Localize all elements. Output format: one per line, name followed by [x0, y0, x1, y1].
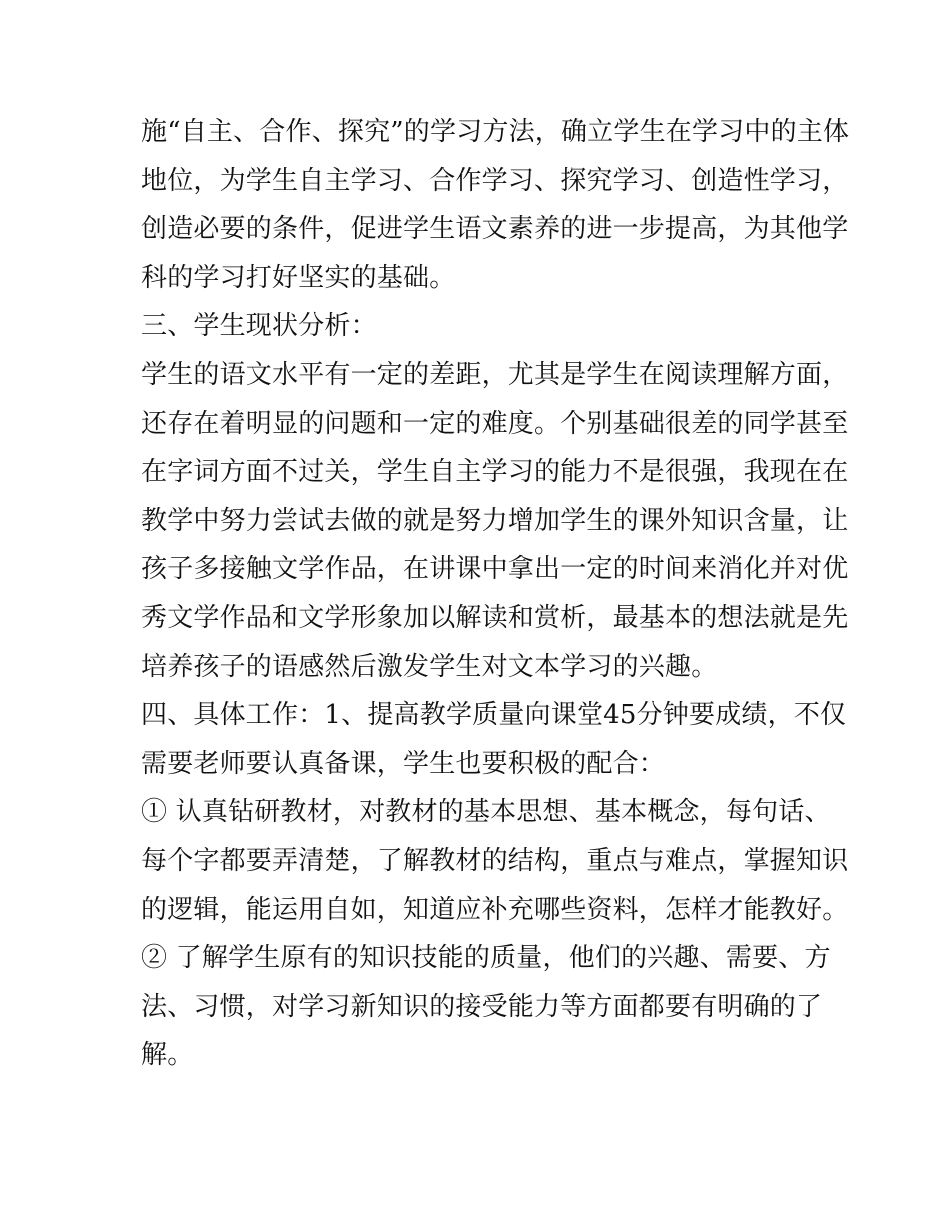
section-heading-3: 三、学生现状分析：: [141, 311, 377, 342]
list-item-1-line-2: 每个字都要弄清楚，了解教材的结构，重点与难点，掌握知识: [141, 845, 849, 876]
text-line-1: 施“自主、合作、探究”的学习方法，确立学生在学习中的主体: [141, 117, 850, 147]
list-item-2-line-2: 法、习惯，对学习新知识的接受能力等方面都要有明确的了: [141, 991, 823, 1022]
text-line-14: 需要老师要认真备课，学生也要积极的配合：: [141, 748, 666, 779]
text-line-10: 孩子多接触文学作品，在讲课中拿出一定的时间来消化并对优: [141, 554, 849, 585]
section-heading-4: 四、具体工作：1、提高教学质量向课堂45分钟要成绩，不仅: [141, 700, 847, 731]
list-item-2-line-1: ② 了解学生原有的知识技能的质量，他们的兴趣、需要、方: [141, 943, 831, 974]
text-line-6: 学生的语文水平有一定的差距，尤其是学生在阅读理解方面，: [141, 359, 849, 390]
text-line-8: 在字词方面不过关，学生自主学习的能力不是很强，我现在在: [141, 457, 849, 488]
document-body: [141, 108, 850, 1080]
list-item-1-line-1: ① 认真钻研教材，对教材的基本思想、基本概念，每句话、: [141, 797, 831, 828]
text-line-11: 秀文学作品和文学形象加以解读和赏析，最基本的想法就是先: [141, 602, 849, 633]
text-line-4: 科的学习打好坚实的基础。: [141, 262, 456, 293]
text-line-2: 地位，为学生自主学习、合作学习、探究学习、创造性学习，: [141, 165, 849, 196]
list-item-1-line-3: 的逻辑，能运用自如，知道应补充哪些资料，怎样才能教好。: [141, 894, 849, 925]
text-line-7: 还存在着明显的问题和一定的难度。个别基础很差的同学甚至: [141, 408, 849, 439]
text-line-9: 教学中努力尝试去做的就是努力增加学生的课外知识含量，让: [141, 505, 849, 536]
text-line-12: 培养孩子的语感然后激发学生对文本学习的兴趣。: [141, 651, 718, 682]
list-item-2-line-3: 解。: [141, 1040, 194, 1071]
text-line-3: 创造必要的条件，促进学生语文素养的进一步提高，为其他学: [141, 214, 849, 245]
